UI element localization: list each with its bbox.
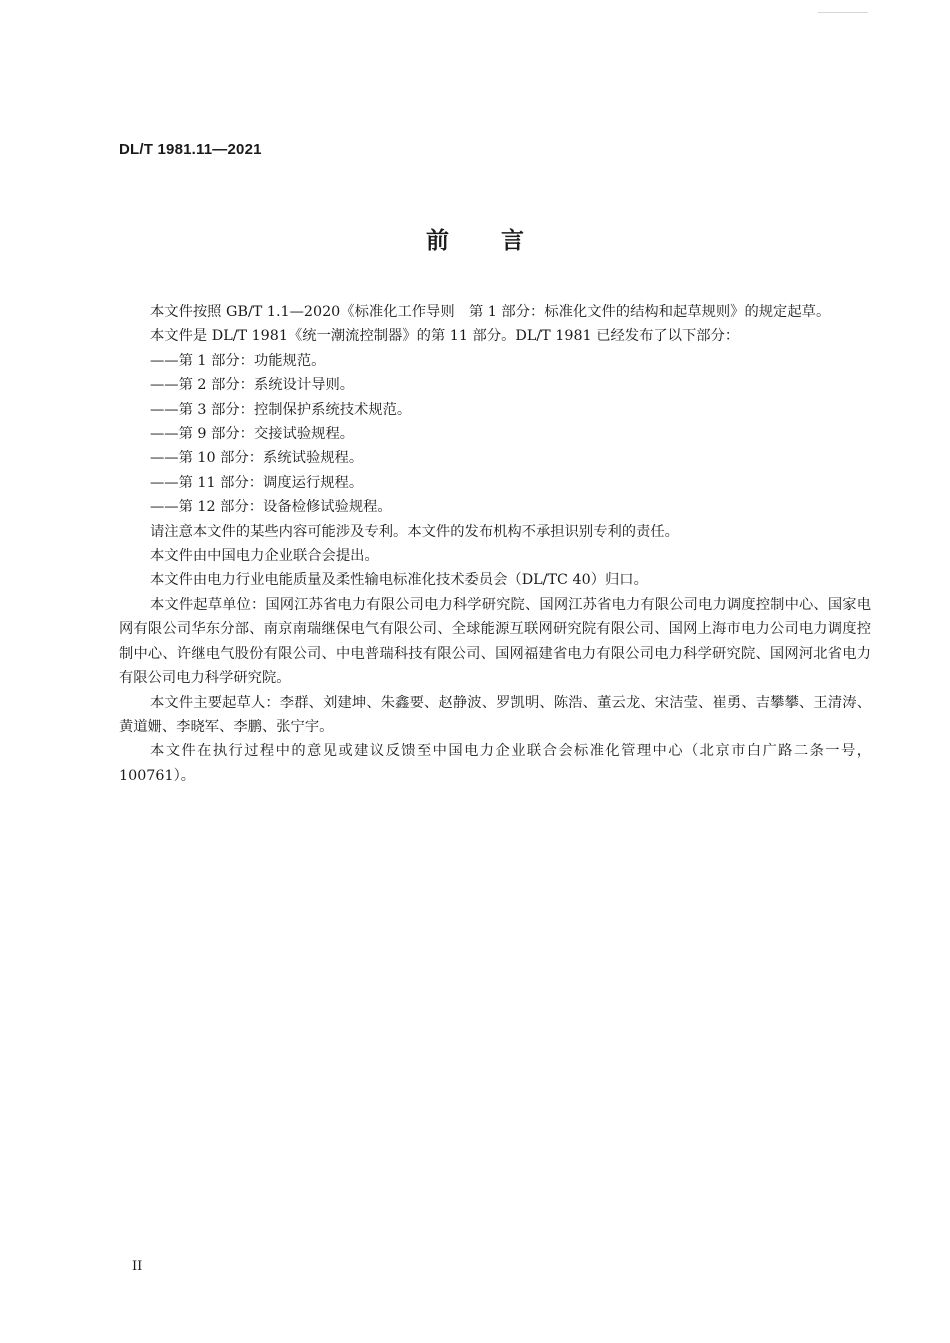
- paragraph-committee: 本文件由电力行业电能质量及柔性输电标准化技术委员会（DL/TC 40）归口。: [150, 572, 648, 589]
- paragraph-drafting-units: 本文件起草单位：国网江苏省电力有限公司电力科学研究院、国网江苏省电力有限公司电力调度控制中心、国家电网有限公司华东分部、南京南瑞继保电气有限公司、全球能源互联网研究院有限公司、国网上海市电力公司电力调度控制中心、许继电气股份有限公司、中电普瑞科技有限公司、国网福建省电力有限公司电力科学研究院、国网河北省电力有限公司电力科学研究院。: [119, 596, 871, 687]
- paragraph-proposer: 本文件由中国电力企业联合会提出。: [150, 548, 379, 565]
- list-item: ——第 3 部分：控制保护系统技术规范。: [150, 401, 412, 418]
- document-code: DL/T 1981.11—2021: [119, 141, 262, 158]
- list-item: ——第 1 部分：功能规范。: [150, 352, 326, 369]
- paragraph-drafters: 本文件主要起草人：李群、刘建坤、朱鑫要、赵静波、罗凯明、陈浩、董云龙、宋洁莹、崔勇、吉攀攀、王清涛、黄道姗、李晓军、李鹏、张宁宇。: [119, 694, 871, 735]
- scan-artifact-line: [818, 12, 868, 13]
- list-item: ——第 9 部分：交接试验规程。: [150, 426, 355, 443]
- list-item: ——第 12 部分：设备检修试验规程。: [150, 499, 392, 516]
- paragraph-series-intro: 本文件是 DL/T 1981《统一潮流控制器》的第 11 部分。DL/T 1981 已经发布了以下部分：: [150, 328, 740, 345]
- page-number: II: [132, 1259, 143, 1274]
- paragraph-drafting-basis: 本文件按照 GB/T 1.1—2020《标准化工作导则 第 1 部分：标准化文件的结构和起草规则》的规定起草。: [150, 304, 831, 320]
- paragraph-feedback: 本文件在执行过程中的意见或建议反馈至中国电力企业联合会标准化管理中心（北京市白广路二条一号，100761）。: [119, 743, 871, 784]
- list-item: ——第 11 部分：调度运行规程。: [150, 474, 364, 491]
- paragraph-patent-notice: 请注意本文件的某些内容可能涉及专利。本文件的发布机构不承担识别专利的责任。: [150, 523, 679, 540]
- foreword-body: [119, 300, 871, 788]
- page-title: 前言: [426, 228, 576, 254]
- list-item: ——第 10 部分：系统试验规程。: [150, 450, 364, 467]
- list-item: ——第 2 部分：系统设计导则。: [150, 377, 355, 394]
